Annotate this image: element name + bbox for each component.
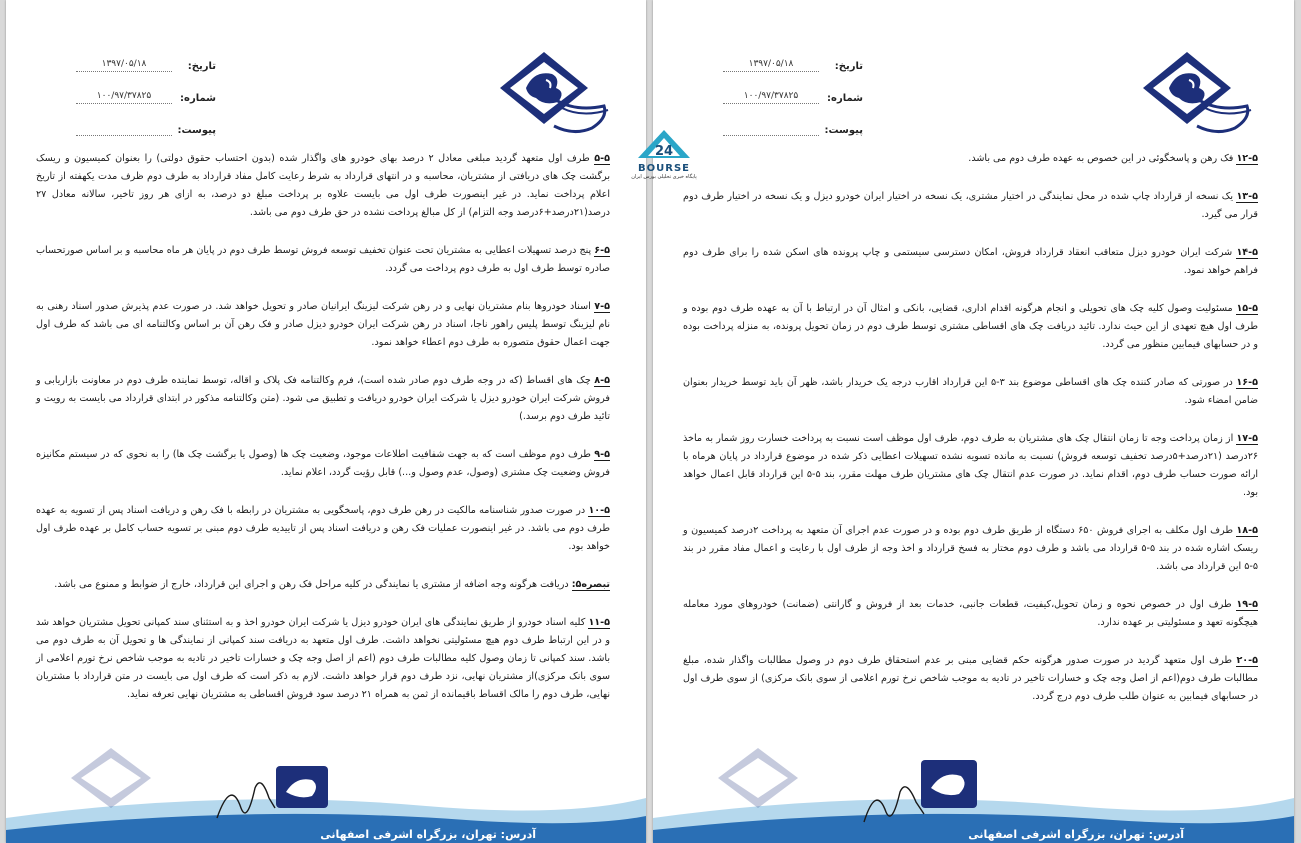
clause-number: ۱۹-۵ (1236, 599, 1258, 610)
attachment-label: پیوست: (824, 125, 863, 136)
clause-text: از زمان پرداخت وجه تا زمان انتقال چک های مشتریان به طرف دوم، طرف اول موظف است نسبت به پرداخت خسارت روز شمار به ماخذ ۲۶درصد (۲۱درصد+۵درصد تخفیف توسعه فروش) نسبت به مانده تسویه نشده تسهیلات اعطایی ذکر شده در موضوع قرارداد در پایان هرماه با ارائه صورت حساب طرف دوم، اقدام نماید. در صورت عدم انتقال چک های مشتریان طرف مهلت مقرر، بند ۵-۵ این قرارداد قابل اعمال خواهد بود. (683, 433, 1258, 498)
clause-text: کلیه اسناد خودرو از طریق نمایندگی های ایران خودرو دیزل یا شرکت ایران خودرو اخذ و به استثنای سند کمپانی تحویل مشتریان خواهد شد و در این ارتباط طرف دوم هیچ مسئولیتی نخواهد داشت. طرف اول متعهد به دریافت سند کمپانی از نمایندگی ها و تحویل آن به طرف دوم می باشد. سند کمپانی تا زمان وصول کلیه مطالبات طرف دوم (اعم از اصل وجه چک و خسارات تاخیر در تادیه به موجب شاخص نرخ تورم اعلامی از سوی بانک مرکزی)از مشتریان نهایی، نزد طرف دوم قرار خواهد داشت. لازم به ذکر است که طرف اول می بایست در متن قرارداد با مشتریان نهایی، طرف دوم را مالک اقساط باقیمانده از ثمن به همراه ۲۱ درصد سود فروش اقساطی به مشتریان نهایی تعرفه نماید. (36, 617, 610, 700)
footer-address: آدرس: تهران، بزرگراه اشرفی اصفهانی (320, 828, 536, 841)
date-row (723, 40, 863, 72)
clause-number: ۹-۵ (594, 449, 610, 460)
number-row (723, 72, 863, 104)
clause-text: مسئولیت وصول کلیه چک های تحویلی و انجام هرگونه اقدام اداری، قضایی، بانکی و امثال آن در ارتباط با آن به عهده طرف دوم بوده و طرف اول هیچ تعهدی از این حیث ندارد. تائید دریافت چک های اقساطی مشتری توسط طرف دوم در زمان تحویل پرونده، به منزله پرداخت بوده و در حسابهای فیمابین منظور می گردد. (683, 303, 1258, 350)
clause-text: طرف اول مکلف به اجرای فروش ۶۵۰ دستگاه از طریق طرف دوم بوده و در صورت عدم اجرای آن متعهد به پرداخت ۲درصد کمیسیون و ریسک اشاره شده در بند ۵-۵ قرارداد می باشد و طرف دوم مختار به فسخ قرارداد و اخذ وجه از طرف اول با رعایت و اعمال مفاد مقرر در بند ۵-۵ این قرارداد می باشد. (683, 525, 1258, 572)
clause-text: در صورتی که صادر کننده چک های اقساطی موضوع بند ۳-۵ این قرارداد اقارب درجه یک خریدار باشد، ظهر آن باید توسط خریدار بعنوان ضامن امضاء شود. (683, 377, 1258, 406)
number-row (76, 72, 216, 104)
attachment-row (723, 104, 863, 136)
attachment-value (76, 133, 172, 136)
attachment-label: پیوست: (177, 125, 216, 136)
letter-header (723, 40, 863, 136)
clause (683, 150, 1258, 168)
date-label: تاریخ: (187, 61, 216, 72)
date-value: ۱۳۹۷/۰۵/۱۸ (76, 59, 172, 72)
clause-number: ۱۸-۵ (1236, 525, 1258, 536)
clause-number: تبصره۵: (571, 579, 610, 590)
attachment-value (723, 133, 819, 136)
date-row (76, 40, 216, 72)
clause-text: طرف دوم موظف است که به جهت شفافیت اطلاعات موجود، وضعیت چک ها (وصول یا برگشت چک ها) را به نحوی که در سیستم مکانیزه فروش وضعیت چک مشتری (وصول، عدم وصول و...) قابل رؤیت گردد، اعلام نماید. (36, 449, 610, 478)
bourse24-number: 24 (654, 144, 674, 159)
clause-number: ۷-۵ (594, 301, 610, 312)
clause (683, 244, 1258, 280)
clause-number: ۸-۵ (594, 375, 610, 386)
clause-text: دریافت هرگونه وجه اضافه از مشتری یا نمایندگی در کلیه مراحل فک رهن و اجرای این قرارداد، خارج از ضوابط و ممنوع می باشد. (54, 579, 569, 590)
clause-text: شرکت ایران خودرو دیزل متعاقب انعقاد قرارداد فروش، امکان دسترسی سیستمی و چاپ پرونده های اسکن شده را برای طرف دوم فراهم خواهد نمود. (683, 247, 1258, 276)
clause-text: در صورت صدور شناسنامه مالکیت در رهن طرف دوم، پاسخگویی به مشتریان در رابطه با فک رهن و دریافت اسناد پس از تسویه به عهده طرف دوم می باشد. در غیر اینصورت عملیات فک رهن و دریافت اسناد پس از تاییدیه طرف دوم مبنی بر تسویه حساب کامل بر عهده طرف اول خواهد بود. (36, 505, 610, 552)
bourse24-tagline: پایگاه خبری تحلیلی بورس ایران (631, 174, 697, 180)
clause-number: ۶-۵ (594, 245, 610, 256)
number-value: ۱۰۰/۹۷/۳۷۸۲۵ (723, 91, 819, 104)
number-label: شماره: (180, 93, 216, 104)
leasing-iranian-logo-icon (496, 48, 616, 138)
clause-number: ۱۰-۵ (588, 505, 610, 516)
clause-number: ۱۴-۵ (1236, 247, 1258, 258)
clause-number: ۱۲-۵ (1236, 153, 1258, 164)
clause-text: یک نسخه از قرارداد چاپ شده در محل نمایندگی در اختیار مشتری، یک نسخه در اختیار ایران خودرو دیزل و یک نسخه در اختیار طرف دوم قرار می گیرد. (683, 191, 1258, 220)
clause (683, 374, 1258, 410)
signature-icon (211, 768, 281, 828)
clause-number: ۵-۵ (594, 153, 610, 164)
clause-text: اسناد خودروها بنام مشتریان نهایی و در رهن شرکت لیزینگ ایرانیان صادر و تحویل خواهد شد. در صورت عدم پذیرش صدور اسناد رهنی به نام لیزینگ توسط پلیس راهور ناجا، اسناد در رهن شرکت ایران خودرو دیزل صادر و فک رهن آن بر اساس وکالتنامه ای می باشد که طرف اول جهت اعمال حقوق متصوره به طرف دوم اعطاء خواهد نمود. (36, 301, 610, 348)
date-value: ۱۳۹۷/۰۵/۱۸ (723, 59, 819, 72)
letter-page-left (6, 0, 646, 843)
clause-number: ۱۵-۵ (1236, 303, 1258, 314)
signature-icon (858, 770, 928, 830)
bourse24-logo-icon (634, 128, 694, 160)
bourse24-name: BOURSE (638, 163, 690, 174)
leasing-iranian-logo-icon (1139, 48, 1259, 138)
number-label: شماره: (827, 93, 863, 104)
clause-number: ۱۷-۵ (1236, 433, 1258, 444)
letter-header (76, 40, 216, 136)
contract-clauses (683, 150, 1258, 783)
bourse24-watermark (622, 128, 706, 184)
clause-text: چک های اقساط (که در وجه طرف دوم صادر شده است)، فرم وکالتنامه فک پلاک و اقاله، توسط نماینده طرف دوم در معاونت بازاریابی و فروش شرکت ایران خودرو دیزل یا شرکت ایران خودرو دریافت و تطبیق می شود. (متن وکالتنامه مذکور در ابتدای قرارداد می بایست به رویت و تائید طرف دوم برسد.) (36, 375, 610, 422)
contract-clauses (36, 150, 610, 783)
clause (36, 372, 610, 426)
clause (36, 502, 610, 556)
clause-number: ۲۰-۵ (1236, 655, 1258, 666)
clause (683, 522, 1258, 576)
clause (36, 614, 610, 704)
clause (683, 300, 1258, 354)
number-value: ۱۰۰/۹۷/۳۷۸۲۵ (76, 91, 172, 104)
clause (36, 446, 610, 482)
clause-text: طرف اول در خصوص نحوه و زمان تحویل،کیفیت، قطعات جانبی، خدمات بعد از فروش و گارانتی (ضمانت) خودروهای مورد معامله هیچگونه تعهد و مسئولیتی بر عهده ندارد. (683, 599, 1258, 628)
clause-text: طرف اول متعهد گردید در صورت صدور هرگونه حکم قضایی مبنی بر عدم استحقاق طرف دوم در وصول مطالبات واگذار شده، مبلغ مطالبات طرف دوم(اعم از اصل وجه چک و خسارات تاخیر در تادیه به موجب شاخص نرخ تورم اعلامی از سوی بانک مرکزی) از سوی طرف اول در حسابهای فیمابین به عنوان طلب طرف دوم درج گردد. (683, 655, 1258, 702)
date-label: تاریخ: (834, 61, 863, 72)
clause (36, 576, 610, 594)
clause (683, 652, 1258, 706)
clause (36, 150, 610, 222)
clause (683, 430, 1258, 502)
clause (36, 242, 610, 278)
clause-number: ۱۳-۵ (1236, 191, 1258, 202)
clause (683, 188, 1258, 224)
clause-text: پنج درصد تسهیلات اعطایی به مشتریان تحت عنوان تخفیف توسعه فروش توسط طرف دوم در پایان هر ماه محاسبه و بر اساس صورتحساب صادره توسط طرف اول به طرف دوم پرداخت می گردد. (36, 245, 610, 274)
clause (683, 596, 1258, 632)
attachment-row (76, 104, 216, 136)
clause (36, 298, 610, 352)
clause-text: طرف اول متعهد گردید مبلغی معادل ۲ درصد بهای خودرو های واگذار شده (بدون احتساب حقوق دولتی) را بعنوان کمیسیون و ریسک برگشت چک های دریافتی از مشتریان، محاسبه و در انتهای قرارداد به شرط رعایت کامل مفاد قرارداد به طرف دوم ظرف مدت یکهفته از تاریخ اعلام پرداخت نماید. در غیر اینصورت طرف اول می بایست علاوه بر پرداخت مبلغ دو درصد، به ازای هر روز تاخیر، سالانه معادل ۲۷ درصد(۲۱درصد+۶درصد وجه التزام) از کل مبالغ پرداخت نشده در حق طرف دوم می باشد. (36, 153, 610, 218)
clause-number: ۱۶-۵ (1236, 377, 1258, 388)
clause-number: ۱۱-۵ (588, 617, 610, 628)
clause-text: فک رهن و پاسخگوئی در این خصوص به عهده طرف دوم می باشد. (968, 153, 1234, 164)
footer-address: آدرس: تهران، بزرگراه اشرفی اصفهانی (968, 828, 1184, 841)
letter-page-right (653, 0, 1294, 843)
